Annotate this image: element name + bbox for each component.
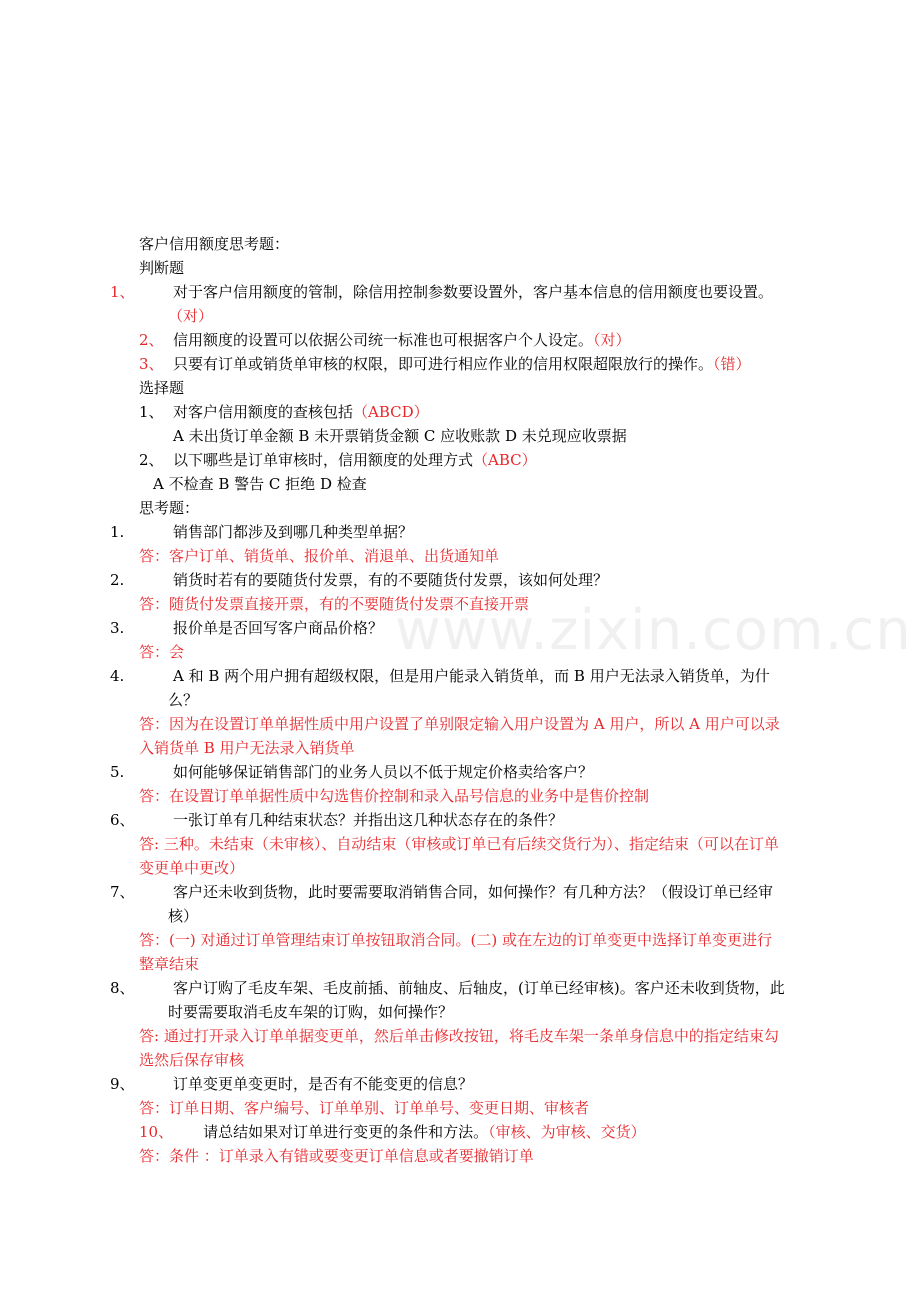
item-number: 3、: [139, 355, 164, 373]
answer: 答：随货付发票直接开票，有的不要随货付发票不直接开票: [139, 595, 530, 613]
question: [110, 1072, 785, 1096]
item-answer: （对）: [168, 307, 214, 325]
question: [110, 520, 785, 544]
item-number: 7、: [110, 883, 135, 901]
section-choice-heading: 选择题: [139, 379, 185, 397]
think-item: [110, 976, 785, 1072]
item-number: 2、: [139, 451, 164, 469]
item-number: 1、: [110, 283, 135, 301]
think-item: [110, 760, 785, 808]
judge-item: [110, 280, 785, 328]
item-text: 对于客户信用额度的管制，除信用控制参数要设置外，客户基本信息的信用额度也要设置。: [173, 283, 774, 301]
item-number: 3.: [110, 619, 125, 637]
watermark: www.zixin.com.cn: [395, 598, 912, 663]
answer: 答：因为在设置订单单据性质中用户设置了单别限定输入用户设置为 A 用户，所以 A 用户可以录入销货单 B 用户无法录入销货单: [139, 715, 780, 757]
item-text: 对客户信用额度的查核包括: [173, 403, 354, 421]
item-text: 只要有订单或销货单审核的权限，即可进行相应作业的信用权限超限放行的操作。: [173, 355, 714, 373]
item-answer: （审核、为审核、交货）: [488, 1123, 646, 1141]
item-number: 2.: [110, 571, 125, 589]
question-text: 销货时若有的要随货付发票，有的不要随货付发票，该如何处理？: [173, 571, 609, 589]
question-text: A 和 B 两个用户拥有超级权限，但是用户能录入销货单，而 B 用户无法录入销货单，为什么？: [168, 667, 770, 709]
answer: 答：订单日期、客户编号、订单单别、订单单号、变更日期、审核者: [139, 1099, 590, 1117]
question-text: 报价单是否回写客户商品价格？: [173, 619, 384, 637]
item-number: 1、: [139, 403, 164, 421]
item-number: 6、: [110, 811, 135, 829]
question-text: 如何能够保证销售部门的业务人员以不低于规定价格卖给客户？: [173, 763, 594, 781]
question: [110, 880, 785, 928]
item-answer: （错）: [713, 355, 751, 373]
question: [110, 760, 785, 784]
answer: 答：在设置订单单据性质中勾选售价控制和录入品号信息的业务中是售价控制: [139, 787, 650, 805]
answer: 答: 通过打开录入订单单据变更单，然后单击修改按钮，将毛皮车架一条单身信息中的指定结束勾选然后保存审核: [139, 1027, 779, 1069]
think-item: [110, 808, 785, 880]
item-number: 2、: [139, 331, 164, 349]
think-item: [110, 664, 785, 760]
item-answer: （ABC）: [473, 451, 537, 469]
question: [110, 664, 785, 712]
item-text: 信用额度的设置可以依据公司统一标准也可根据客户个人设定。: [173, 331, 594, 349]
item-number: 10、: [139, 1123, 174, 1141]
item-answer: （ABCD）: [353, 403, 429, 421]
answer: 答：条件 ：订单录入有错或要变更订单信息或者要撤销订单: [139, 1147, 534, 1165]
answer: 答：会: [139, 643, 185, 661]
document: [110, 232, 785, 1168]
item-number: 5.: [110, 763, 125, 781]
answer: 答: 三种。未结束（未审核）、自动结束（审核或订单已有后续交货行为）、指定结束（可以在订单变更单中更改）: [139, 835, 779, 877]
question-text: 一张订单有几种结束状态？并指出这几种状态存在的条件？: [173, 811, 564, 829]
item-answer: （对）: [593, 331, 631, 349]
section-think-heading: 思考题：: [139, 499, 200, 517]
question: [110, 568, 785, 592]
question: [110, 808, 785, 832]
question-10: [139, 1120, 785, 1144]
think-item: [110, 880, 785, 976]
item-text: 以下哪些是订单审核时，信用额度的处理方式: [173, 451, 474, 469]
question-text: 请总结如果对订单进行变更的条件和方法。: [203, 1123, 489, 1141]
item-number: 8、: [110, 979, 135, 997]
choice-item: [139, 448, 785, 472]
think-item: [110, 520, 785, 568]
answer: 答：客户订单、销货单、报价单、消退单、出货通知单: [139, 547, 500, 565]
page-title: 客户信用额度思考题：: [139, 235, 290, 253]
question-text: 销售部门都涉及到哪几种类型单据？: [173, 523, 414, 541]
choice-options: A 不检查 B 警告 C 拒绝 D 检查: [153, 475, 367, 493]
choice-options: A 未出货订单金额 B 未开票销货金额 C 应收账款 D 未兑现应收票据: [173, 427, 627, 445]
item-number: 9、: [110, 1075, 135, 1093]
question-text: 客户还未收到货物，此时要需要取消销售合同，如何操作？有几种方法？（假设订单已经审核）: [168, 883, 774, 925]
question: [110, 976, 785, 1024]
judge-item: [139, 352, 785, 376]
choice-item: [139, 400, 785, 424]
section-judge-heading: 判断题: [139, 259, 185, 277]
question-text: 客户订购了毛皮车架、毛皮前插、前轴皮、后轴皮，(订单已经审核)。客户还未收到货物，此时要需要取消毛皮车架的订购，如何操作？: [168, 979, 785, 1021]
think-item: [110, 1072, 785, 1120]
item-number: 1.: [110, 523, 125, 541]
question-text: 订单变更单变更时，是否有不能变更的信息？: [173, 1075, 474, 1093]
judge-item: [139, 328, 785, 352]
item-number: 4.: [110, 667, 125, 685]
answer: 答：(一) 对通过订单管理结束订单按钮取消合同。(二) 或在左边的订单变更中选择订单变更进行整章结束: [139, 931, 772, 973]
